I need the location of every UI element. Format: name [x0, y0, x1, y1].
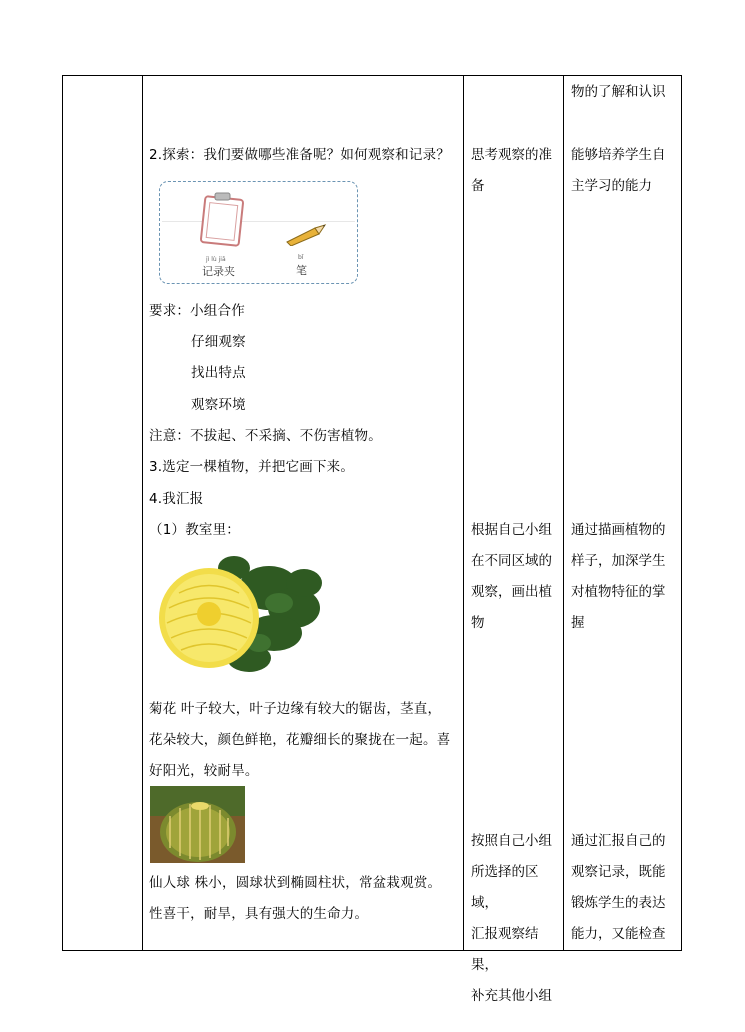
table-border-left: [62, 75, 63, 951]
pencil-icon: [283, 222, 327, 246]
requirements-label: 要求：小组合作: [149, 303, 245, 319]
intent-line: 通过汇报自己的: [571, 833, 666, 849]
table-top-border: [62, 75, 682, 76]
tools-illustration: [159, 181, 358, 284]
student-line: 思考观察的准: [471, 147, 552, 163]
student-line: 根据自己小组: [471, 522, 552, 538]
chrysanthemum-desc: 好阳光，较耐旱。: [149, 763, 259, 779]
student-line: 观察，画出植: [471, 584, 552, 600]
intent-line: 通过描画植物的: [571, 522, 666, 538]
table-border-col1: [142, 75, 143, 951]
cactus-desc: 仙人球 株小，圆球状到椭圆柱状，常盆栽观赏。: [149, 875, 442, 891]
clipboard-icon: [193, 188, 253, 248]
cactus-desc: 性喜干，耐旱，具有强大的生命力。: [149, 906, 369, 922]
chrysanthemum-desc: 花朵较大，颜色鲜艳，花瓣细长的聚拢在一起。喜: [149, 732, 451, 748]
intent-line: 锻炼学生的表达: [571, 895, 666, 911]
intent-line: 主学习的能力: [571, 178, 652, 194]
pen-pinyin: bǐ: [298, 254, 304, 261]
cactus-photo: [150, 786, 245, 863]
requirement-item: 观察环境: [191, 397, 246, 413]
student-activity-report: [471, 826, 563, 1012]
student-line: 汇报观察结果，: [471, 926, 539, 973]
intent-line: 能够培养学生自: [571, 147, 666, 163]
intent-drawing: [571, 515, 681, 639]
pen-label: 笔: [296, 264, 307, 277]
table-bottom-border: [62, 950, 682, 951]
intent-line: 对植物特征的掌: [571, 584, 666, 600]
requirement-item: 仔细观察: [191, 334, 246, 350]
step-4: 4.我汇报: [149, 491, 204, 507]
student-activity-draw: [471, 515, 561, 639]
sub-step-classroom: （1）教室里：: [149, 522, 240, 538]
student-line: 补充其他小组: [471, 988, 552, 1004]
intent-self-study: [571, 140, 681, 202]
requirement-item: 找出特点: [191, 365, 246, 381]
student-line: 备: [471, 178, 485, 194]
student-line: 物: [471, 615, 485, 631]
caution-note: 注意：不拔起、不采摘、不伤害植物。: [149, 428, 382, 444]
clipboard-pinyin: jì lù jiā: [206, 256, 226, 263]
clipboard-label: 记录夹: [202, 265, 235, 278]
intent-line: 观察记录，既能: [571, 864, 666, 880]
intent-reporting: [571, 826, 681, 950]
table-border-right: [681, 75, 682, 951]
intent-understanding: [571, 77, 681, 108]
chrysanthemum-desc: 菊花 叶子较大，叶子边缘有较大的锯齿，茎直，: [149, 701, 442, 717]
chrysanthemum-photo: [149, 548, 325, 684]
step-3: 3.选定一棵植物，并把它画下来。: [149, 459, 355, 475]
intent-line: 能力，又能检查: [571, 926, 666, 942]
table-border-col3: [563, 75, 564, 951]
student-line: 按照自己小组: [471, 833, 552, 849]
table-border-col2: [463, 75, 464, 951]
intent-line: 物的了解和认识: [571, 84, 666, 100]
student-line: 所选择的区域，: [471, 864, 539, 911]
explore-heading: 2.探索：我们要做哪些准备呢？如何观察和记录？: [149, 147, 450, 163]
student-line: 在不同区域的: [471, 553, 552, 569]
intent-line: 握: [571, 615, 585, 631]
student-activity-prepare: [471, 140, 561, 202]
intent-line: 样子，加深学生: [571, 553, 666, 569]
